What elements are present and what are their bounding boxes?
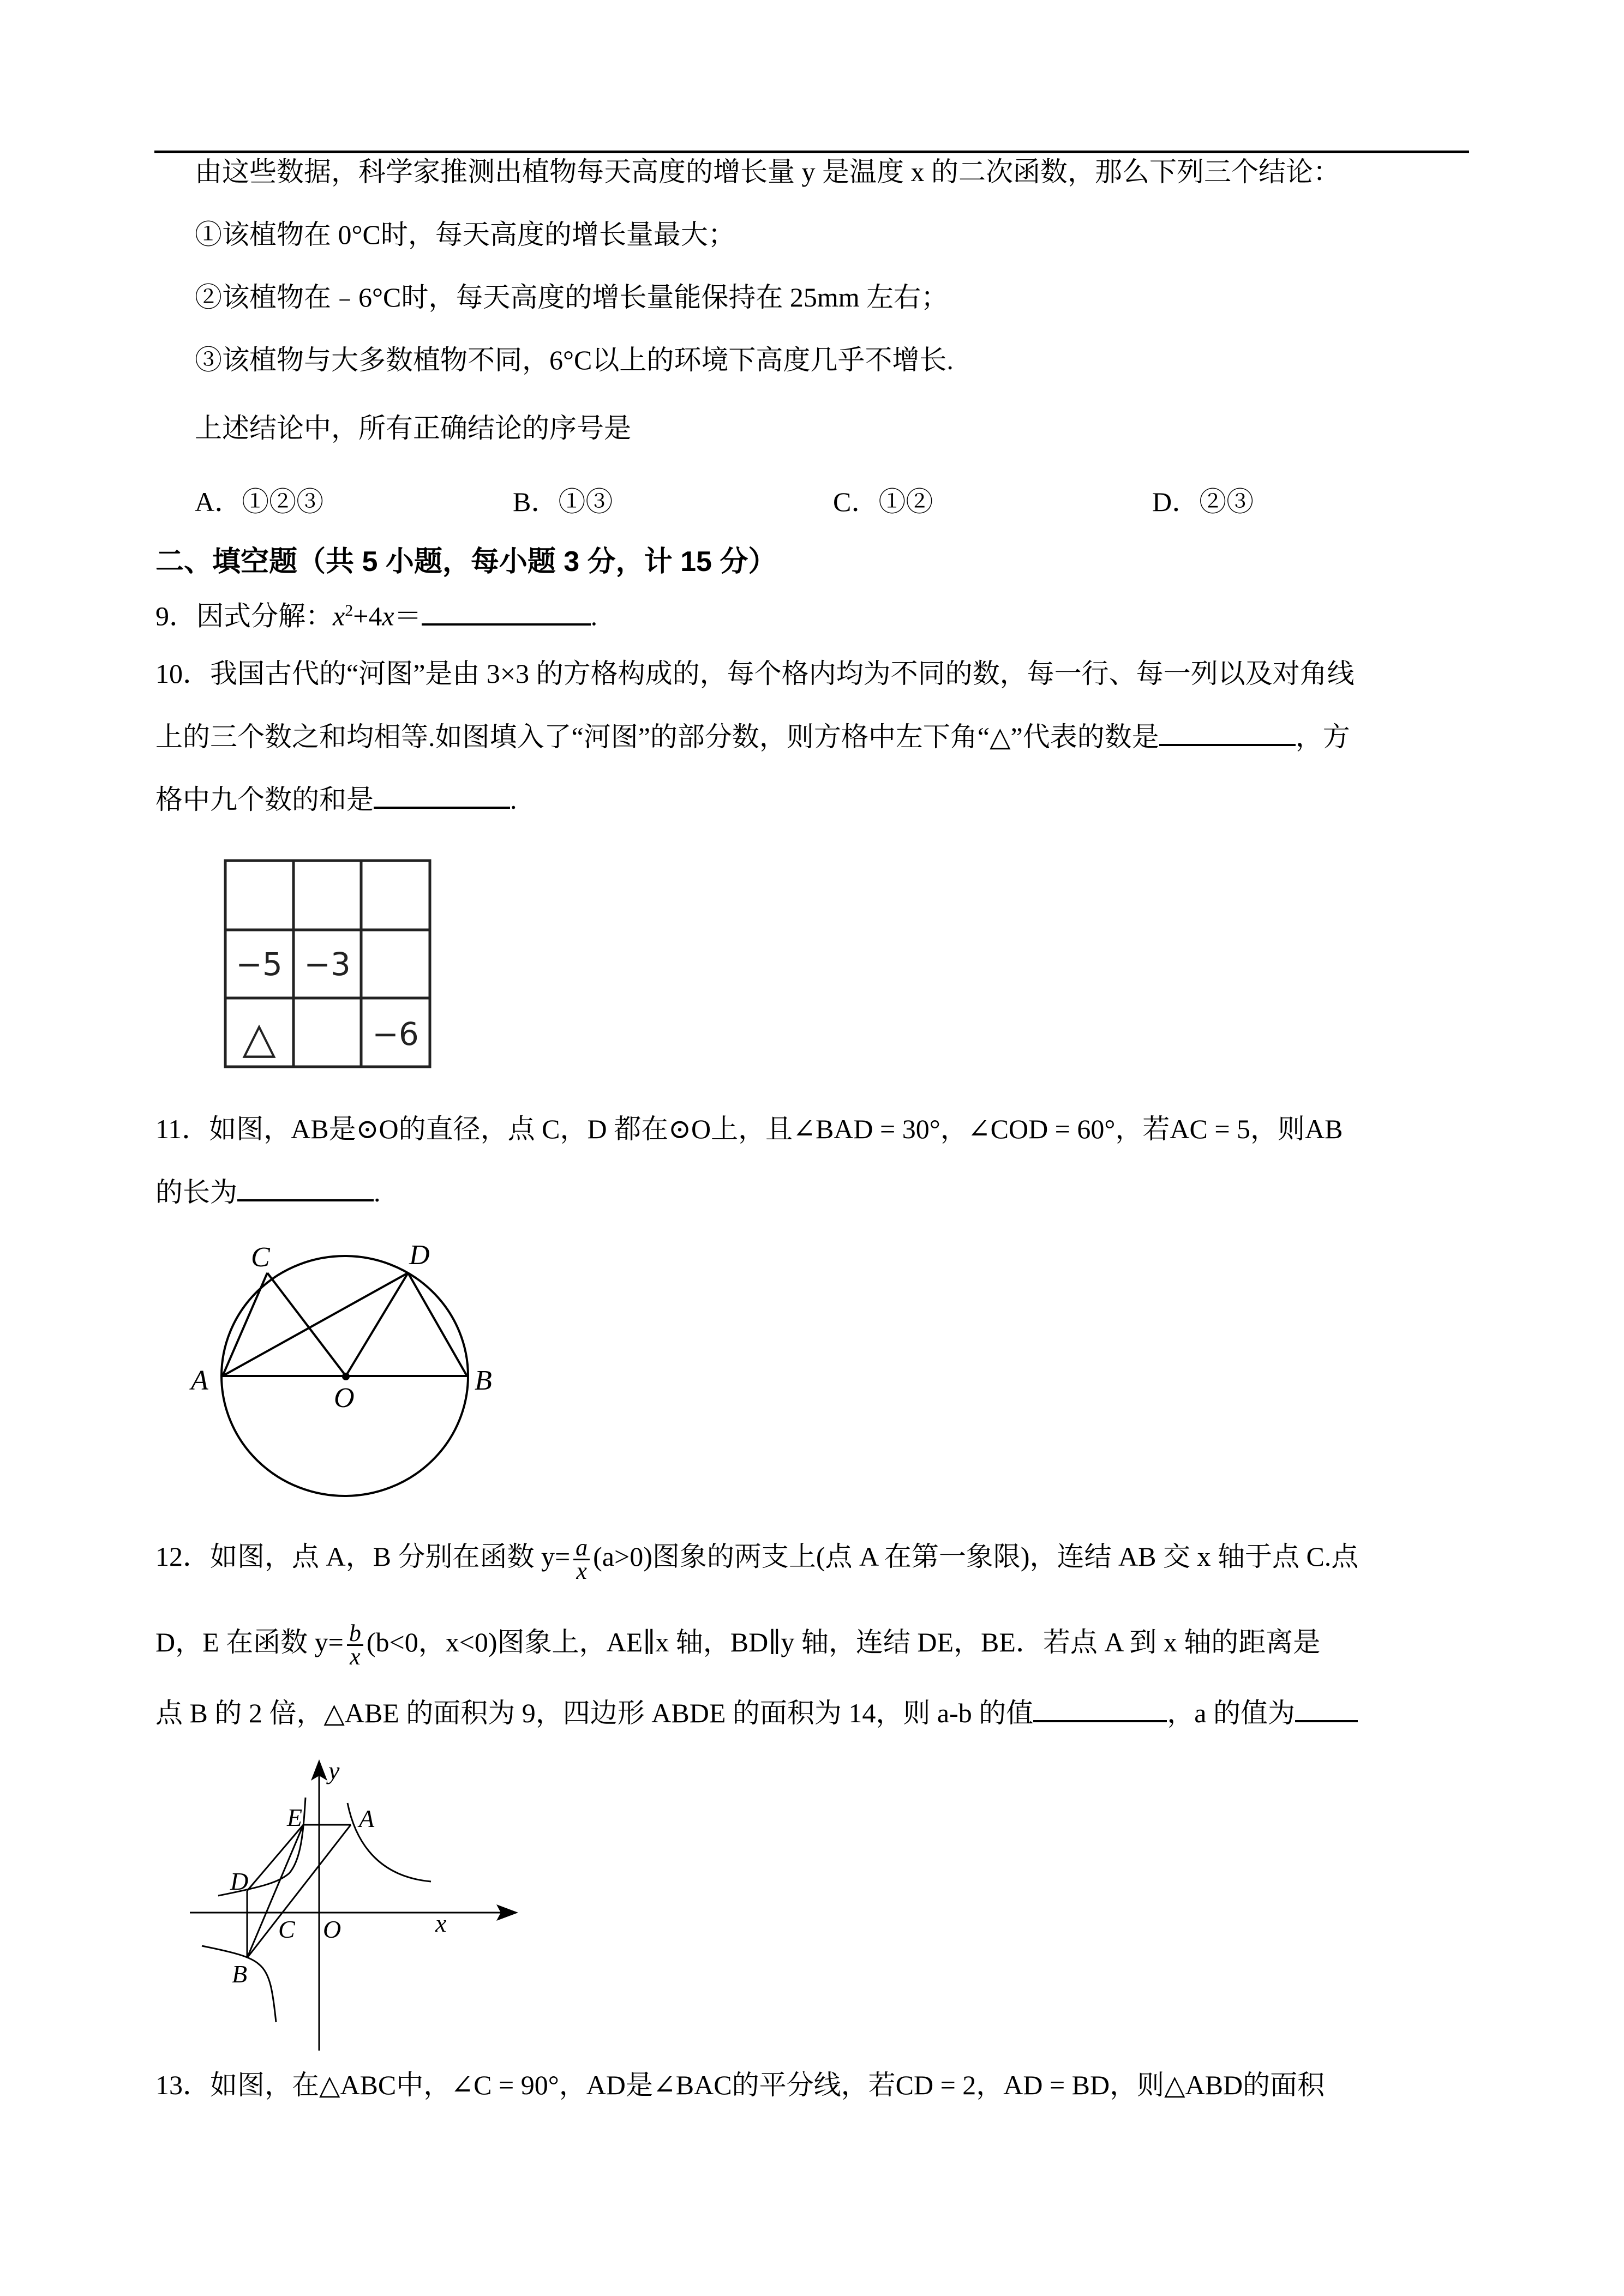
label-d: D: [409, 1240, 430, 1271]
q10-line-3a: 格中九个数的和是: [155, 784, 374, 815]
segment-db: [408, 1273, 467, 1376]
q11-line-2a: 的长为: [155, 1177, 237, 1207]
grid-cell-r2c2: −3: [304, 946, 351, 983]
segment-do: [346, 1273, 408, 1376]
q12-line-2: [155, 1622, 1320, 1668]
q12-line-3b: ，a 的值为: [1167, 1698, 1295, 1728]
choice-a[interactable]: [195, 485, 323, 518]
q10-line-2a: 上的三个数之和均相等.如图填入了“河图”的部分数，则方格中左下角“△”代表的数是: [155, 722, 1159, 752]
q13-line-1: 13．如图，在△ABC中，∠C = 90°，AD是∠BAC的平分线，若CD = 2，AD = BD，则△ABD的面积: [155, 2070, 1325, 2100]
q9-number: 9．: [155, 600, 196, 632]
q12-line-1b: (a>0)图象的两支上(点 A 在第一象限)，连结 AB 交 x 轴于点 C.点: [593, 1541, 1359, 1572]
hyperbola-figure: [180, 1756, 529, 2061]
q9-end: .: [590, 600, 598, 632]
q10-answer-blank-2[interactable]: [374, 783, 510, 809]
q9-text: 因式分解：: [196, 600, 333, 632]
choice-b-label: B．: [513, 486, 559, 517]
q9-answer-blank[interactable]: [422, 599, 591, 626]
q11-line-2b: .: [374, 1177, 381, 1207]
grid-cell-r3c3: −6: [372, 1015, 419, 1053]
q8-conclusion-2: ②该植物在﹣6°C时，每天高度的增长量能保持在 25mm 左右；: [195, 282, 949, 312]
label-c: C: [251, 1242, 270, 1273]
q9-plus4: +4: [353, 600, 382, 632]
choice-d[interactable]: [1152, 485, 1254, 518]
q12-fraction-a-over-x: [573, 1534, 590, 1584]
frac-num-a: a: [573, 1537, 590, 1560]
q8-intro: 由这些数据，科学家推测出植物每天高度的增长量 y 是温度 x 的二次函数，那么下列三个结论：: [195, 157, 1340, 187]
q10-line-3b: .: [510, 784, 517, 815]
q12-answer-blank-1[interactable]: [1033, 1696, 1167, 1722]
center-point: [342, 1373, 350, 1380]
choice-b[interactable]: [513, 485, 613, 518]
choice-a-label: A．: [195, 486, 242, 517]
choice-a-value: ①②③: [242, 486, 324, 517]
q9: [155, 594, 597, 633]
grid-cell-r2c1: −5: [236, 946, 283, 983]
label-d: D: [230, 1867, 249, 1895]
circle-figure: [180, 1227, 518, 1511]
q11-line-1: 11．如图，AB是⊙O的直径，点 C，D 都在⊙O上，且∠BAD = 30°，∠COD = 60°，若AC = 5，则AB: [155, 1114, 1343, 1144]
q12-line-3a: 点 B 的 2 倍，△ABE 的面积为 9，四边形 ABDE 的面积为 14，则 a-b 的值: [155, 1698, 1034, 1728]
hetu-grid-figure: [207, 851, 453, 1091]
header-rule: [154, 151, 1469, 153]
section-heading: 二、填空题（共 5 小题，每小题 3 分，计 15 分）: [155, 546, 777, 578]
label-a: A: [191, 1365, 208, 1396]
q10-line-3: [155, 783, 517, 816]
label-a: A: [359, 1805, 375, 1832]
q8-prompt: 上述结论中，所有正确结论的序号是: [195, 413, 631, 443]
choice-d-value: ②③: [1199, 486, 1254, 517]
q10-line-2: [155, 720, 1350, 753]
label-b: B: [475, 1365, 492, 1396]
q12-line-2b: (b<0，x<0)图象上，AE∥x 轴，BD∥y 轴，连结 DE，BE．若点 A 到 x 轴的距离是: [366, 1626, 1321, 1657]
frac-num-b: b: [347, 1622, 363, 1646]
q12-line-1a: 12．如图，点 A，B 分别在函数 y=: [155, 1541, 571, 1572]
label-e: E: [287, 1804, 303, 1831]
label-b: B: [232, 1960, 248, 1988]
q10-line-2b: ，方: [1295, 722, 1350, 752]
label-o: O: [323, 1915, 341, 1943]
label-x: x: [435, 1909, 447, 1937]
q12-line-3: [155, 1696, 1358, 1729]
q9-eq: ＝: [394, 600, 422, 632]
q9-x: x: [333, 600, 345, 632]
q12-answer-blank-2[interactable]: [1295, 1696, 1358, 1722]
segment-ac: [223, 1273, 267, 1376]
segment-co: [267, 1273, 346, 1376]
q9-exp: 2: [345, 602, 353, 620]
choice-c-value: ①②: [878, 486, 933, 517]
q12-line-1: [155, 1534, 1359, 1584]
choice-b-value: ①③: [558, 486, 613, 517]
frac-den-x-2: x: [350, 1643, 361, 1670]
choice-d-label: D．: [1152, 486, 1200, 517]
choice-c[interactable]: [833, 485, 933, 518]
q9-x2: x: [382, 600, 394, 632]
q8-conclusion-3: ③该植物与大多数植物不同，6°C以上的环境下高度几乎不增长.: [195, 345, 954, 375]
frac-den-x: x: [576, 1558, 587, 1584]
q8-conclusion-1: ①该植物在 0°C时，每天高度的增长量最大；: [195, 219, 735, 250]
choice-c-label: C．: [833, 486, 879, 517]
q11-answer-blank[interactable]: [237, 1175, 374, 1201]
label-y: y: [328, 1757, 340, 1784]
label-o: O: [334, 1383, 355, 1414]
label-c: C: [278, 1915, 295, 1943]
q10-line-1: 10．我国古代的“河图”是由 3×3 的方格构成的，每个格内均为不同的数，每一行、每一列以及对角线: [155, 658, 1355, 689]
q11-line-2: [155, 1175, 381, 1209]
q12-line-2a: D，E 在函数 y=: [155, 1626, 344, 1657]
triangle-icon: △: [242, 1012, 276, 1063]
segment-ad: [223, 1273, 408, 1376]
q12-fraction-b-over-x: [347, 1622, 363, 1668]
q10-answer-blank-1[interactable]: [1159, 720, 1296, 746]
